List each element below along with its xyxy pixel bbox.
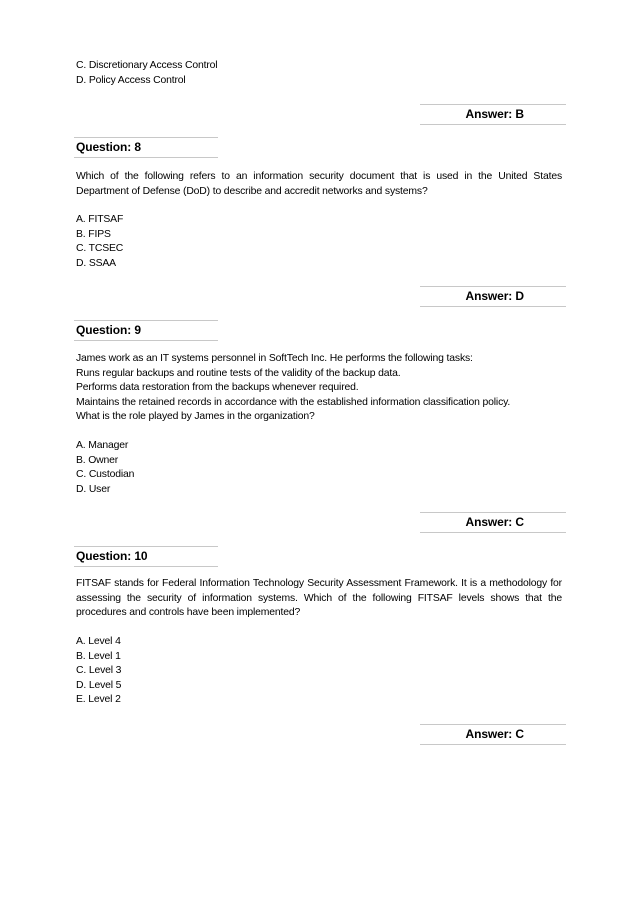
option-c: C. TCSEC: [76, 243, 124, 255]
question-10-options: [76, 635, 121, 708]
question-10-label: Question: 10: [76, 549, 148, 563]
answer-box-question-9: [420, 512, 566, 533]
question-9-header: [74, 320, 218, 341]
option-a: A. Level 4: [76, 636, 121, 647]
question-8-label: Question: 8: [76, 140, 141, 154]
question-10-text: FITSAF stands for Federal Information Technology Security Assessment Framework. It is a methodology for assessing the security of information systems. Which of the following FITSAF levels shows that the procedures and controls have been implemented?: [76, 578, 562, 619]
question-9-line: James work as an IT systems personnel in SoftTech Inc. He performs the following tasks:: [76, 353, 473, 364]
option-a: A. Manager: [76, 440, 129, 451]
answer-label: Answer: B: [465, 107, 524, 121]
answer-label: Answer: D: [465, 289, 524, 303]
question-9-label: Question: 9: [76, 323, 141, 337]
previous-question-options: [76, 59, 217, 88]
question-8-options: [76, 213, 123, 271]
question-8-header: [74, 137, 218, 158]
option-c: C. Level 3: [76, 665, 122, 677]
option-d: D. User: [76, 483, 111, 495]
option-e: E. Level 2: [76, 694, 121, 706]
question-9-line: Maintains the retained records in accordance with the established information classification policy.: [76, 396, 511, 408]
question-9-text: [76, 352, 562, 425]
answer-box-question-8: [420, 286, 566, 307]
question-8-text: Which of the following refers to an information security document that is used in the United States Department of Defense (DoD) to describe and accredit networks and systems?: [76, 171, 562, 197]
question-9-line: What is the role played by James in the organization?: [76, 411, 315, 423]
answer-label: Answer: C: [465, 515, 524, 529]
answer-label: Answer: C: [465, 727, 524, 741]
option-b: B. FIPS: [76, 228, 111, 240]
option-b: B. Level 1: [76, 650, 121, 662]
answer-box-previous: [420, 104, 566, 125]
option-d: D. SSAA: [76, 257, 116, 269]
option-d: D. Level 5: [76, 679, 122, 691]
question-9-line: Runs regular backups and routine tests of the validity of the backup data.: [76, 367, 401, 379]
option-c: C. Custodian: [76, 469, 135, 481]
question-9-options: [76, 439, 134, 497]
option-a: A. FITSAF: [76, 214, 124, 225]
option-c: C. Discretionary Access Control: [76, 60, 218, 71]
answer-box-question-10: [420, 724, 566, 745]
question-9-line: Performs data restoration from the backups whenever required.: [76, 382, 359, 394]
option-d: D. Policy Access Control: [76, 74, 186, 86]
question-10-header: [74, 546, 218, 567]
option-b: B. Owner: [76, 454, 119, 466]
